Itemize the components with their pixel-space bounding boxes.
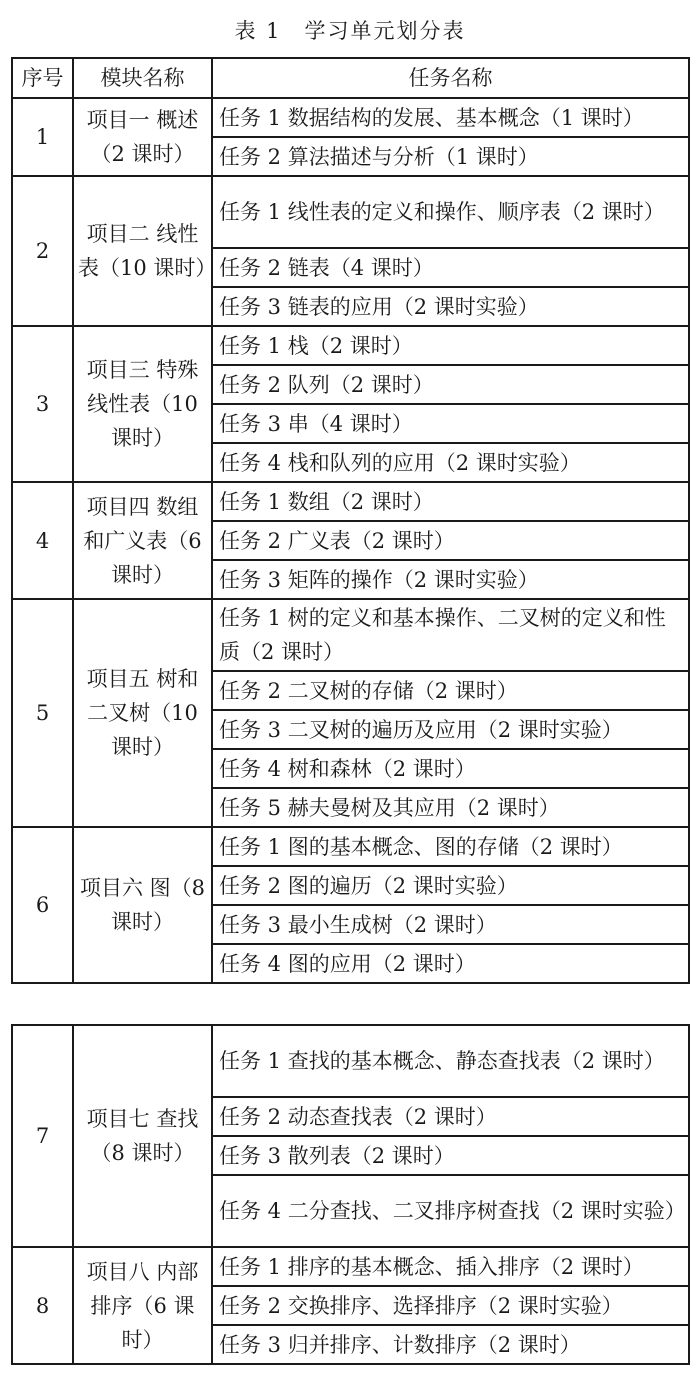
- task-cell: 任务 3 二叉树的遍历及应用（2 课时实验）: [212, 710, 689, 749]
- task-cell: 任务 1 树的定义和基本操作、二叉树的定义和性质（2 课时）: [212, 599, 689, 671]
- module-name: 项目二 线性表（10 课时）: [73, 176, 212, 326]
- row-number: 5: [12, 599, 73, 827]
- module-name: 项目五 树和二叉树（10课时）: [73, 599, 212, 827]
- task-cell: 任务 2 算法描述与分析（1 课时）: [212, 137, 689, 176]
- task-cell: 任务 5 赫夫曼树及其应用（2 课时）: [212, 788, 689, 827]
- row-number: 7: [12, 1025, 73, 1247]
- table-caption: 表 1 学习单元划分表: [234, 19, 466, 43]
- row-number: 8: [12, 1247, 73, 1364]
- row-number: 4: [12, 482, 73, 599]
- table-row: [12, 1247, 689, 1286]
- module-name: 项目四 数组和广义表（6 课时）: [73, 482, 212, 599]
- header-module: 模块名称: [73, 58, 212, 98]
- task-cell: 任务 3 串（4 课时）: [212, 404, 689, 443]
- task-cell: 任务 4 图的应用（2 课时）: [212, 944, 689, 983]
- row-number: 6: [12, 827, 73, 983]
- task-cell: 任务 1 线性表的定义和操作、顺序表（2 课时）: [212, 176, 689, 248]
- module-name: 项目八 内部排序（6 课时）: [73, 1247, 212, 1364]
- unit-table-part-2: [11, 1024, 690, 1365]
- task-cell: 任务 3 矩阵的操作（2 课时实验）: [212, 560, 689, 599]
- table-row: [12, 98, 689, 137]
- task-cell: 任务 2 交换排序、选择排序（2 课时实验）: [212, 1286, 689, 1325]
- module-name: 项目六 图（8 课时）: [73, 827, 212, 983]
- task-cell: 任务 2 图的遍历（2 课时实验）: [212, 866, 689, 905]
- row-number: 3: [12, 326, 73, 482]
- task-cell: 任务 3 散列表（2 课时）: [212, 1136, 689, 1175]
- table-row: [12, 1025, 689, 1097]
- task-cell: 任务 2 二叉树的存储（2 课时）: [212, 671, 689, 710]
- table-row: [12, 326, 689, 365]
- header-task: 任务名称: [212, 58, 689, 98]
- task-cell: 任务 2 队列（2 课时）: [212, 365, 689, 404]
- task-cell: 任务 4 二分查找、二叉排序树查找（2 课时实验）: [212, 1175, 689, 1247]
- task-cell: 任务 3 归并排序、计数排序（2 课时）: [212, 1325, 689, 1364]
- task-cell: 任务 2 链表（4 课时）: [212, 248, 689, 287]
- task-cell: 任务 4 树和森林（2 课时）: [212, 749, 689, 788]
- task-cell: 任务 3 链表的应用（2 课时实验）: [212, 287, 689, 326]
- row-number: 2: [12, 176, 73, 326]
- task-cell: 任务 4 栈和队列的应用（2 课时实验）: [212, 443, 689, 482]
- task-cell: 任务 3 最小生成树（2 课时）: [212, 905, 689, 944]
- unit-table-part-1: [11, 57, 690, 984]
- header-row: [12, 58, 689, 98]
- row-number: 1: [12, 98, 73, 176]
- task-cell: 任务 1 数据结构的发展、基本概念（1 课时）: [212, 98, 689, 137]
- table-row: [12, 827, 689, 866]
- task-cell: 任务 1 数组（2 课时）: [212, 482, 689, 521]
- table-row: [12, 482, 689, 521]
- task-cell: 任务 2 动态查找表（2 课时）: [212, 1097, 689, 1136]
- table-row: [12, 176, 689, 248]
- module-name: 项目一 概述（2 课时）: [73, 98, 212, 176]
- module-name: 项目三 特殊线性表（10课时）: [73, 326, 212, 482]
- table-row: [12, 599, 689, 671]
- module-name: 项目七 查找（8 课时）: [73, 1025, 212, 1247]
- task-cell: 任务 1 查找的基本概念、静态查找表（2 课时）: [212, 1025, 689, 1097]
- task-cell: 任务 1 图的基本概念、图的存储（2 课时）: [212, 827, 689, 866]
- task-cell: 任务 1 排序的基本概念、插入排序（2 课时）: [212, 1247, 689, 1286]
- task-cell: 任务 1 栈（2 课时）: [212, 326, 689, 365]
- header-number: 序号: [12, 58, 73, 98]
- task-cell: 任务 2 广义表（2 课时）: [212, 521, 689, 560]
